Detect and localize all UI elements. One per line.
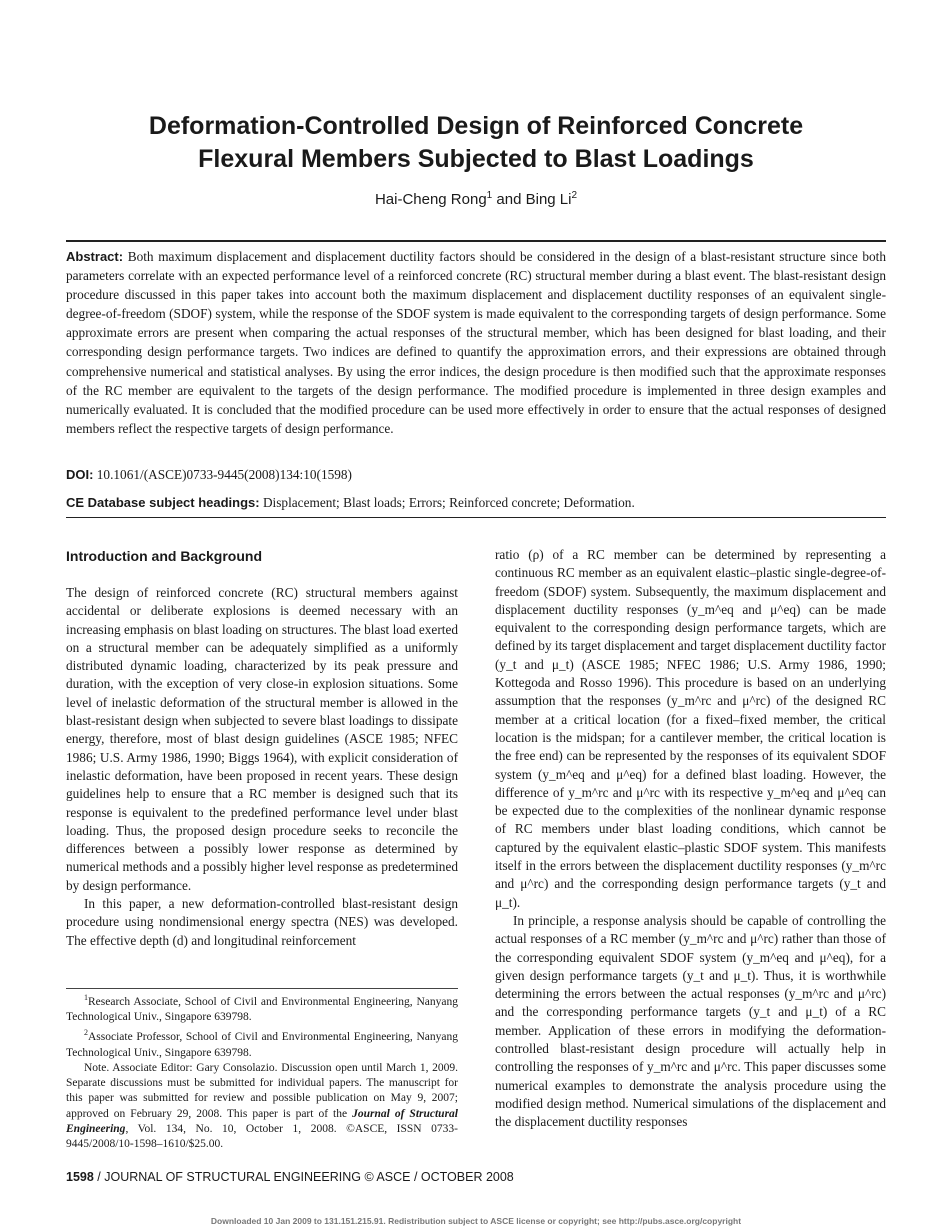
author-line [60,190,892,208]
section-heading: Introduction and Background [66,548,262,564]
subject-headings-label: CE Database subject headings: [66,495,260,510]
left-paragraph-1: The design of reinforced concrete (RC) structural members against accidental or deliberate explosions is deemed necessary with an increasing emphasis on blast loading on structures. The blast load exerted on a structural member can be adequately simplified as a uniformly distributed dynamic loading, characterized by its peak pressure and duration, with the exception of very close-in explosion situations. Some level of inelastic deformation of the structural member is allowed in the blast-resistant design when subjected to severe blast loadings to dissipate energy, therefore, most of blast design guidelines (ASCE 1985; NFEC 1986; U.S. Army 1986, 1990; Biggs 1964), with explicit consideration of inelastic deformation, have been proposed in recent years. These design guidelines help to ensure that a RC member is designed such that its response is equivalent to the predefined performance level under blast loading. Thus, the proposed design procedure seeks to reconcile the differences between a possibly lower response as determined by numerical methods and a possibly higher level response as predetermined by design performance. [66,585,458,893]
journal-name: Journal of Structural Engineering [66,1107,458,1136]
footnotes [66,990,458,1153]
subject-headings-line [66,495,886,511]
doi-value[interactable]: 10.1061/(ASCE)0733-9445(2008)134:10(1598) [96,467,352,482]
subject-headings-value: Displacement; Blast loads; Errors; Reinforced concrete; Deformation. [262,495,635,510]
right-paragraph-1: ratio (ρ) of a RC member can be determined by representing a continuous RC member as an equivalent elastic–plastic single-degree-of-freedom (SDOF) system. Subsequently, the maximum displacement and displacement ductility responses (y_m^eq and μ^eq) can be made equivalent to the corresponding design performance targets, which are defined by its target displacement and target displacement ductility factor (y_t and μ_t) (ASCE 1985; NFEC 1986; U.S. Army 1986, 1990; Kottegoda and Rosso 1996). This procedure is based on an underlying assumption that the responses (y_m^rc and μ^rc) of the designed RC member at a critical location (for a fixed–fixed member, the critical location is the midspan; for a cantilever member, the critical location is the free end) can be represented by the responses of its equivalent SDOF system (y_m^eq and μ^eq) for a defined blast loading. However, the difference of y_m^rc and μ^rc with its respective y_m^eq and μ^eq can be expected due to the complexities of the nonlinear dynamic response of RC members under blast loading conditions, which cannot be captured by the equivalent elastic–plastic SDOF system. This manifests itself in the errors between the displacement ductility responses (y_m^rc and μ^rc) and the corresponding design performance targets (y_t and μ_t). [495,547,886,910]
abstract-bottom-rule [66,517,886,518]
author-2-affiliation-mark: 2 [571,190,578,201]
left-column [66,546,458,950]
author-2: Bing Li [525,191,572,208]
right-column [495,546,886,1132]
footnote-2: $^2$Associate Professor, School of Civil and Environmental Engineering, Nanyang Technological Univ., Singapore 639798. [66,1028,458,1059]
footnote-2-mark: 2 [84,1028,88,1038]
author-conjunction: and [492,191,526,208]
abstract-text: Both maximum displacement and displacement ductility factors should be considered in the design of a blast-resistant structure since both parameters correlate with an expected performance level of a reinforced concrete (RC) structural member during a blast event. The blast-resistant design procedure discussed in this paper takes into account both the maximum displacement and displacement ductility responses of an equivalent single-degree-of-freedom (SDOF) system, while the response of the SDOF system is made equivalent to the corresponding targets of design performance. Some approximate errors are present when comparing the actual responses of the structural member, which has been designed for blast loading, and their corresponding design performance targets. Two indices are defined to quantify the approximation errors, and their expressions are obtained through comprehensive numerical and statistical analyses. By using the error indices, the design procedure is then modified such that the approximate responses of the RC member are equivalent to the targets of the design performance. The modified procedure is implemented in three design examples and numerically evaluated. It is concluded that the modified procedure can be used more effectively in order to ensure that the actual responses of designed members reflect the respective targets of design performance. [66,249,887,436]
right-paragraph-2: In principle, a response analysis should be capable of controlling the actual responses of a RC member (y_m^rc and μ^rc) rather than those of the corresponding equivalent SDOF system (y_m^eq and μ^eq), for a given design performance targets (y_t and μ_t). Thus, it is worthwhile determining the errors between the actual responses (y_m^rc and μ^rc) and the corresponding performance targets (y_t and μ_t) of a RC member. Application of these errors in modifying the deformation-controlled blast-resistant design procedure will actually help in controlling the responses of y_m^rc and μ^rc. This paper discusses some numerical examples to demonstrate the analysis procedure using the modified design method. Numerical simulations of the displacement and the displacement ductility responses [495,912,886,1130]
paper-title [60,110,892,176]
title-line-1: Deformation-Controlled Design of Reinforced Concrete [148,112,804,140]
footnote-rule [66,988,458,989]
author-1: Hai-Cheng Rong [374,191,487,208]
journal-footer-text: / JOURNAL OF STRUCTURAL ENGINEERING © ASCE / OCTOBER 2008 [93,1170,514,1184]
editorial-note: Note. Associate Editor: Gary Consolazio. Discussion open until March 1, 2009. Separate discussions must be submitted for individual papers. The manuscript for this paper was submitted for review and possible publication on May 9, 2007; approved on February 29, 2008. This paper is part of the Journal of Structural Engineering, Vol. 134, No. 10, October 1, 2008. ©ASCE, ISSN 0733-9445/2008/10-1598–1610/$25.00. [66,1061,458,1151]
abstract-top-rule [66,240,886,242]
abstract-label: Abstract: [66,249,124,264]
abstract-block [66,247,886,438]
download-notice: Downloaded 10 Jan 2009 to 131.151.215.91. Redistribution subject to ASCE license or copyright; see http://pubs.asce.org/copyright [210,1216,742,1226]
doi-line [66,467,886,483]
page-number: 1598 [66,1170,94,1184]
page-footer [66,1170,886,1184]
left-paragraph-2: In this paper, a new deformation-controlled blast-resistant design procedure using nondimensional energy spectra (NES) was developed. The effective depth (d) and longitudinal reinforcement [66,896,458,948]
footnote-1-mark: 1 [84,993,88,1002]
footnote-1: $^1$Research Associate, School of Civil and Environmental Engineering, Nanyang Technological Univ., Singapore 639798. [66,993,458,1024]
author-1-affiliation-mark: 1 [486,190,493,201]
title-line-2: Flexural Members Subjected to Blast Loadings [198,145,754,173]
doi-label: DOI: [66,467,94,482]
